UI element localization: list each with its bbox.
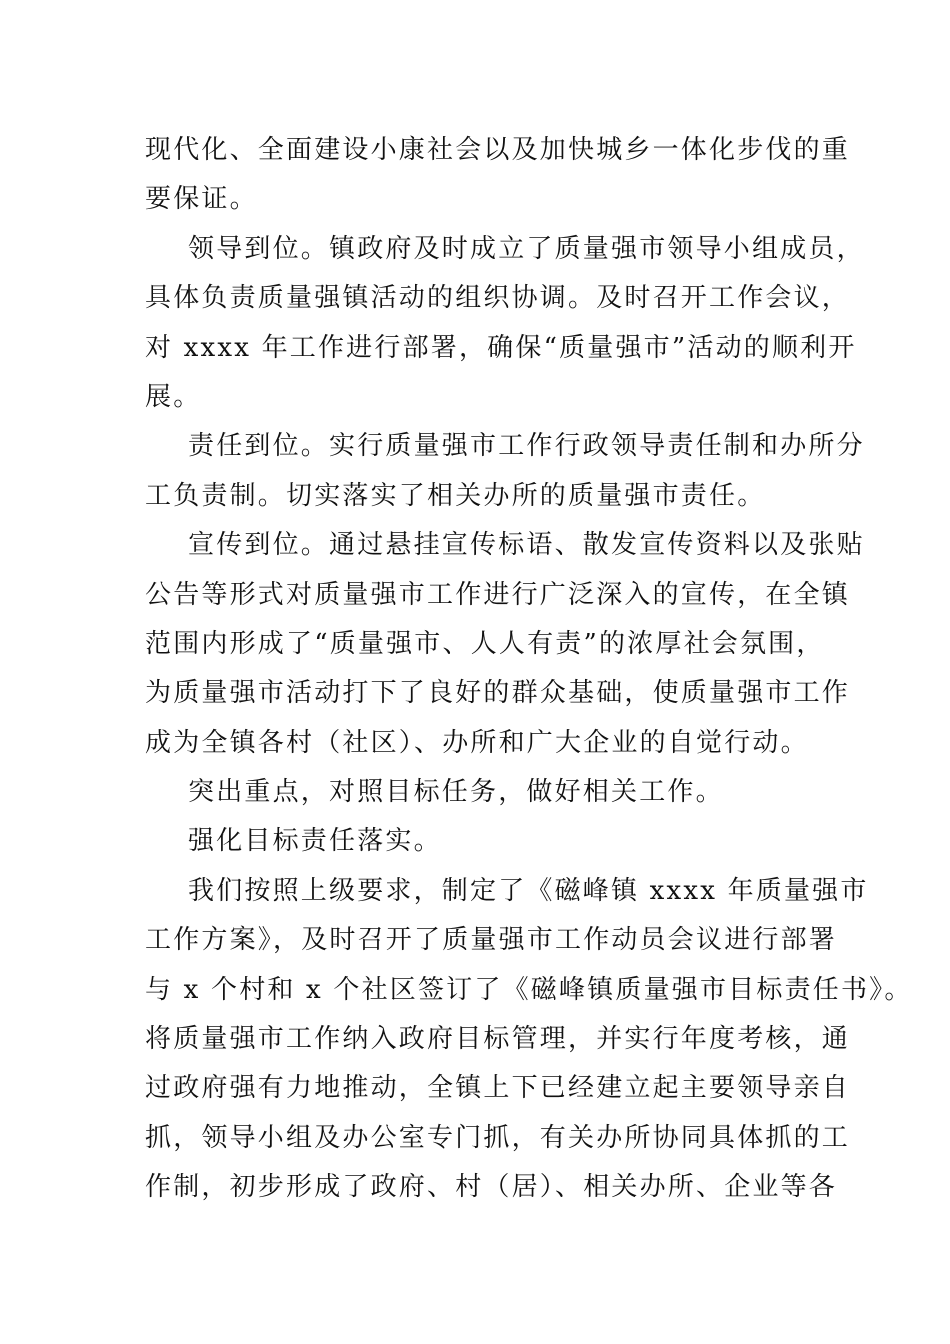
text-line: 现代化、全面建设小康社会以及加快城乡一体化步伐的重 (145, 135, 851, 165)
text-line: 范围内形成了“质量强市、人人有责”的浓厚社会氛围， (145, 628, 825, 659)
text-line: 要保证。 (145, 184, 258, 215)
text-line: 对 xxxx 年工作进行部署，确保“质量强市”活动的顺利开 (145, 332, 857, 363)
text-line: 宣传到位。通过悬挂宣传标语、散发宣传资料以及张贴 (188, 530, 865, 561)
text-line: 为质量强市活动打下了良好的群众基础，使质量强市工作 (145, 678, 851, 709)
text-line: 成为全镇各村（社区）、办所和广大企业的自觉行动。 (145, 727, 809, 758)
text-line: 具体负责质量强镇活动的组织协调。及时召开工作会议， (145, 283, 851, 314)
text-line: 工作方案》，及时召开了质量强市工作动员会议进行部署 (145, 925, 838, 956)
text-line: 过政府强有力地推动，全镇上下已经建立起主要领导亲自 (145, 1073, 851, 1104)
text-line: 作制，初步形成了政府、村（居）、相关办所、企业等各 (145, 1172, 838, 1203)
text-line: 与 x 个村和 x 个社区签订了《磁峰镇质量强市目标责任书》。 (145, 974, 913, 1005)
text-line: 强化目标责任落实。 (188, 826, 442, 857)
text-line: 工负责制。切实落实了相关办所的质量强市责任。 (145, 480, 766, 511)
text-line: 我们按照上级要求，制定了《磁峰镇 xxxx 年质量强市 (188, 875, 869, 906)
text-line: 公告等形式对质量强市工作进行广泛深入的宣传，在全镇 (145, 579, 851, 610)
body-text (145, 126, 913, 1213)
text-line: 抓，领导小组及办公室专门抓，有关办所协同具体抓的工 (145, 1122, 851, 1153)
text-line: 责任到位。实行质量强市工作行政领导责任制和办所分 (188, 431, 865, 462)
text-line: 将质量强市工作纳入政府目标管理，并实行年度考核，通 (145, 1024, 851, 1055)
text-line: 突出重点，对照目标任务，做好相关工作。 (188, 777, 724, 808)
text-line: 展。 (145, 381, 202, 412)
text-line: 领导到位。镇政府及时成立了质量强市领导小组成员， (188, 233, 865, 264)
